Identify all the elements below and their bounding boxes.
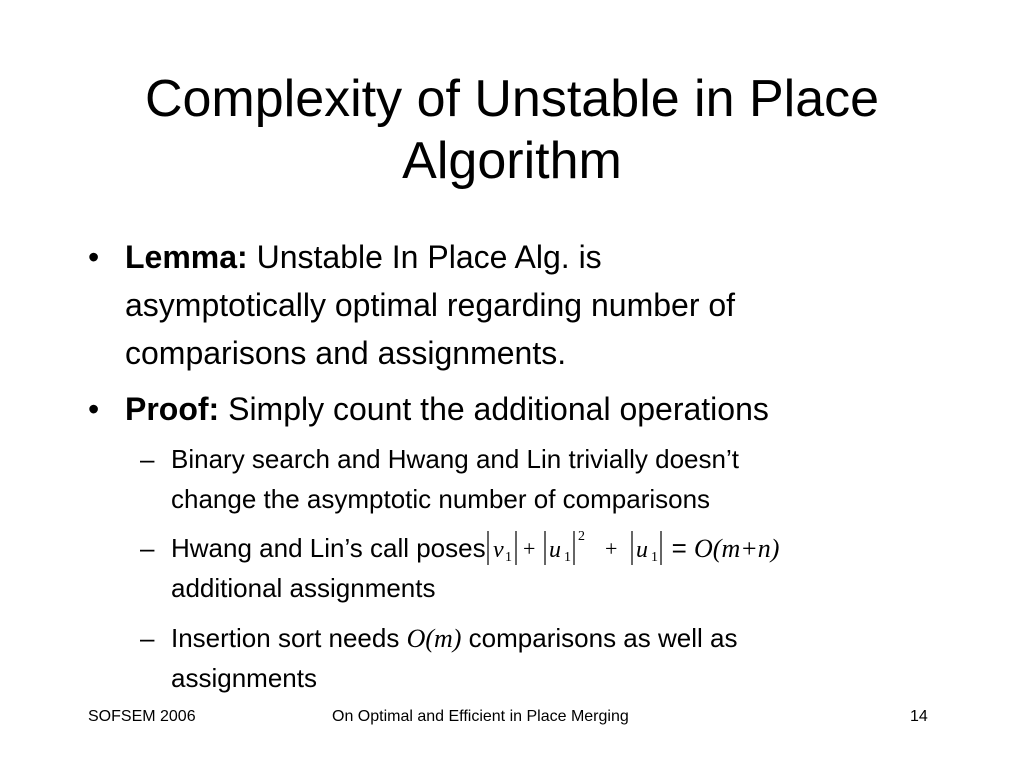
bullet-lemma-line-2 <box>125 281 985 329</box>
lemma-text-line-2: asymptotically optimal regarding number of <box>125 287 736 323</box>
subbullet-hwang-lin-line-2 <box>171 568 971 608</box>
formula-u-sub-2: 1 <box>650 550 658 566</box>
lemma-text-line-3: comparisons and assignments. <box>125 335 567 371</box>
subbullet-2-line-2: additional assignments <box>171 573 436 603</box>
formula-plus-1: + <box>522 536 536 562</box>
subbullet-marker: – <box>140 444 155 474</box>
bullet-marker: • <box>88 391 100 427</box>
footer-conference: SOFSEM 2006 <box>88 708 196 725</box>
footer-talk-title: On Optimal and Efficient in Place Merging <box>332 708 629 725</box>
bullet-lemma <box>88 233 985 281</box>
formula-v-sub: 1 <box>504 550 512 566</box>
lemma-label: Lemma: <box>125 239 248 275</box>
subbullet-1-line-1: Binary search and Hwang and Lin trivially doesn’t <box>171 444 739 474</box>
subbullet-binary-search-line-2 <box>171 479 971 519</box>
subbullet-binary-search <box>140 439 971 479</box>
subbullet-marker: – <box>140 533 155 563</box>
formula-abs-sum <box>486 525 672 569</box>
proof-text: Simply count the additional operations <box>219 391 769 427</box>
bullet-lemma-line-3 <box>125 329 985 377</box>
lemma-text-line-1: Unstable In Place Alg. is <box>247 239 602 275</box>
subbullet-2-text: Hwang and Lin’s call poses <box>171 533 486 563</box>
formula-exponent: 2 <box>577 529 585 545</box>
bullet-marker: • <box>88 239 100 275</box>
bullet-proof <box>88 385 985 433</box>
subbullet-3-text-after: comparisons as well as <box>461 623 738 653</box>
subbullet-insertion-sort-line-2 <box>171 658 971 698</box>
subbullet-marker: – <box>140 623 155 653</box>
formula-result: O(m+n) <box>694 534 780 563</box>
subbullet-3-text-before: Insertion sort needs <box>171 623 407 653</box>
subbullet-3-math: O(m) <box>406 624 462 653</box>
proof-label: Proof: <box>125 391 220 427</box>
subbullet-3-line-2: assignments <box>171 663 317 693</box>
title-line-2: Algorithm <box>402 132 622 190</box>
slide-title <box>60 68 964 192</box>
formula-u-1: u <box>548 537 561 564</box>
subbullet-1-line-2: change the asymptotic number of comparisons <box>171 484 711 514</box>
formula-equals: = <box>671 533 687 563</box>
subbullet-hwang-lin <box>140 528 971 569</box>
formula-u-2: u <box>635 537 648 564</box>
title-line-1: Complexity of Unstable in Place <box>144 70 880 128</box>
formula-plus-2: + <box>604 536 618 562</box>
formula-u-sub-1: 1 <box>563 550 571 566</box>
footer-slide-number: 14 <box>910 708 928 725</box>
formula-v: v <box>492 537 504 564</box>
subbullet-insertion-sort <box>140 618 971 659</box>
